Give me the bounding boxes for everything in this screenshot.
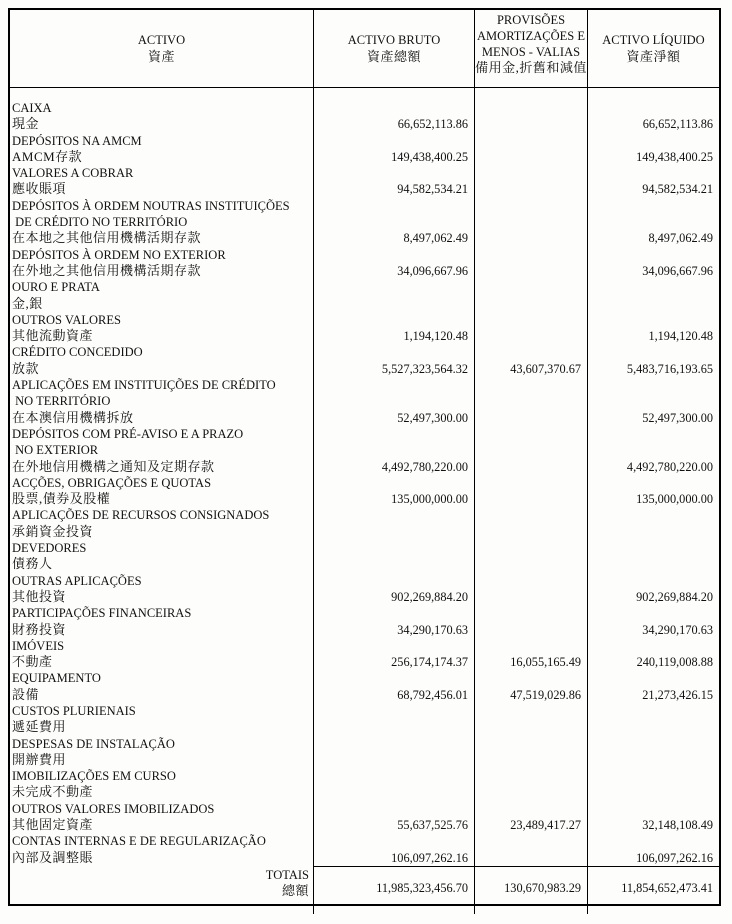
provisoes-value [474, 165, 587, 198]
item-name-cn: 金,銀 [12, 295, 43, 311]
bruto-value [313, 279, 474, 312]
item-name-cn: 在本澳信用機構拆放 [12, 409, 134, 425]
item-name-cell [10, 426, 313, 475]
item-name-pt: CONTAS INTERNAS E DE REGULARIZAÇÃO [12, 834, 266, 849]
liquido-value: 34,290,170.63 [587, 605, 719, 638]
item-name-cell [10, 247, 313, 280]
provisoes-value: 16,055,165.49 [474, 638, 587, 671]
item-name-pt: IMÓVEIS [12, 638, 65, 653]
provisoes-value [474, 133, 587, 166]
table-row [10, 247, 719, 280]
item-name-cell [10, 133, 313, 166]
liquido-value: 902,269,884.20 [587, 573, 719, 606]
liquido-value: 34,096,667.96 [587, 247, 719, 280]
totals-row [10, 866, 719, 914]
liquido-value: 8,497,062.49 [587, 198, 719, 247]
table-row [10, 540, 719, 573]
item-name-cn: 其他投資 [12, 588, 67, 604]
liquido-value: 5,483,716,193.65 [587, 344, 719, 377]
item-name-pt: DE CRÉDITO NO TERRITÓRIO [12, 215, 188, 230]
bruto-value: 902,269,884.20 [313, 573, 474, 606]
provisoes-value [474, 377, 587, 426]
item-name-cn: 未完成不動產 [12, 784, 94, 800]
bruto-value: 1,194,120.48 [313, 312, 474, 345]
table-row [10, 312, 719, 345]
item-name-cell [10, 344, 313, 377]
item-name-cn: 應收賬項 [12, 181, 67, 197]
item-name-pt: IMOBILIZAÇÕES EM CURSO [12, 769, 176, 784]
assets-table [8, 8, 721, 906]
provisoes-value [474, 247, 587, 280]
liquido-value: 106,097,262.16 [587, 833, 719, 866]
item-name-pt: DEPÓSITOS À ORDEM NOUTRAS INSTITUIÇÕES [12, 198, 290, 213]
item-name-pt: DEVEDORES [12, 541, 87, 556]
bruto-value [313, 703, 474, 736]
totals-provisoes-value: 130,670,983.29 [474, 866, 587, 914]
item-name-pt: OUTRAS APLICAÇÕES [12, 573, 142, 588]
header-provisoes-pt-line3: MENOS - VALIAS [481, 45, 581, 59]
bruto-value [313, 736, 474, 769]
bruto-value: 106,097,262.16 [313, 833, 474, 866]
table-row [10, 573, 719, 606]
bruto-value: 52,497,300.00 [313, 377, 474, 426]
liquido-value: 149,438,400.25 [587, 133, 719, 166]
item-name-cn: 內部及調整賬 [12, 849, 94, 865]
provisoes-value [474, 312, 587, 345]
item-name-cell [10, 736, 313, 769]
liquido-value [587, 768, 719, 801]
table-row [10, 801, 719, 834]
header-bruto-cn: 資產總額 [366, 48, 421, 64]
item-name-cn: 在外地之其他信用機構活期存款 [12, 262, 202, 278]
totals-label-cn: 總額 [281, 883, 309, 899]
table-row [10, 507, 719, 540]
item-name-pt: OURO E PRATA [12, 280, 100, 295]
item-name-cn: 遞延費用 [12, 719, 67, 735]
item-name-pt: ACÇÕES, OBRIGAÇÕES E QUOTAS [12, 475, 212, 490]
item-name-cell [10, 801, 313, 834]
item-name-pt: APLICAÇÕES DE RECURSOS CONSIGNADOS [12, 508, 270, 523]
provisoes-value [474, 605, 587, 638]
header-activo-bruto [313, 10, 474, 87]
liquido-value: 21,273,426.15 [587, 670, 719, 703]
provisoes-value [474, 833, 587, 866]
provisoes-value [474, 540, 587, 573]
table-row [10, 638, 719, 671]
item-name-cell [10, 165, 313, 198]
item-name-cell [10, 507, 313, 540]
item-name-pt: DEPÓSITOS COM PRÉ-AVISO E A PRAZO [12, 426, 244, 441]
provisoes-value [474, 88, 587, 133]
item-name-pt: CAIXA [12, 101, 52, 115]
item-name-pt: OUTROS VALORES IMOBILIZADOS [12, 801, 215, 816]
table-row [10, 768, 719, 801]
bruto-value [313, 540, 474, 573]
header-activo-pt: ACTIVO [137, 33, 186, 47]
bruto-value: 66,652,113.86 [313, 88, 474, 133]
item-name-cn: 設備 [12, 686, 40, 702]
item-name-cell [10, 768, 313, 801]
header-bruto-pt: ACTIVO BRUTO [347, 33, 441, 47]
table-row [10, 198, 719, 247]
item-name-pt: NO EXTERIOR [12, 443, 99, 458]
item-name-cn: 現金 [12, 116, 40, 132]
item-name-cell [10, 573, 313, 606]
liquido-value: 1,194,120.48 [587, 312, 719, 345]
item-name-pt: CRÉDITO CONCEDIDO [12, 345, 143, 360]
provisoes-value [474, 736, 587, 769]
item-name-cell [10, 833, 313, 866]
item-name-cn: 在外地信用機構之通知及定期存款 [12, 458, 215, 474]
table-row [10, 133, 719, 166]
table-body [10, 88, 719, 866]
bruto-value: 55,637,525.76 [313, 801, 474, 834]
table-row [10, 426, 719, 475]
item-name-cell [10, 670, 313, 703]
bruto-value [313, 507, 474, 540]
header-provisoes-pt-line2: AMORTIZAÇÕES E [477, 29, 585, 43]
item-name-cell [10, 638, 313, 671]
totals-label-pt: TOTAIS [265, 867, 309, 882]
header-provisoes-cn: 備用金,折舊和減值 [475, 60, 587, 75]
item-name-cell [10, 540, 313, 573]
bruto-value: 135,000,000.00 [313, 475, 474, 508]
provisoes-value [474, 198, 587, 247]
item-name-cn: 財務投資 [12, 621, 67, 637]
item-name-cn: 債務人 [12, 556, 53, 572]
header-activo [10, 10, 313, 87]
item-name-cell [10, 88, 313, 133]
header-activo-liquido [587, 10, 719, 87]
item-name-cn: 其他固定資產 [12, 817, 94, 833]
table-row [10, 670, 719, 703]
liquido-value: 52,497,300.00 [587, 377, 719, 426]
bruto-value: 256,174,174.37 [313, 638, 474, 671]
header-provisoes [474, 10, 587, 87]
liquido-value: 66,652,113.86 [587, 88, 719, 133]
totals-bruto-value: 11,985,323,456.70 [313, 866, 474, 914]
bruto-value: 149,438,400.25 [313, 133, 474, 166]
item-name-cn: 不動產 [12, 654, 53, 670]
item-name-cn: 其他流動資產 [12, 328, 94, 344]
liquido-value [587, 540, 719, 573]
table-row [10, 165, 719, 198]
totals-label-cell [10, 866, 313, 914]
table-row [10, 279, 719, 312]
item-name-pt: DEPÓSITOS NA AMCM [12, 133, 142, 148]
item-name-cell [10, 605, 313, 638]
bruto-value: 5,527,323,564.32 [313, 344, 474, 377]
item-name-pt: DEPÓSITOS À ORDEM NO EXTERIOR [12, 247, 226, 262]
item-name-pt: OUTROS VALORES [12, 312, 121, 327]
bruto-value [313, 768, 474, 801]
table-row [10, 475, 719, 508]
provisoes-value [474, 507, 587, 540]
item-name-pt: CUSTOS PLURIENAIS [12, 703, 136, 718]
table-row [10, 736, 719, 769]
liquido-value [587, 736, 719, 769]
item-name-cell [10, 198, 313, 247]
bruto-value: 4,492,780,220.00 [313, 426, 474, 475]
header-liquido-pt: ACTIVO LÍQUIDO [602, 33, 705, 47]
item-name-pt: APLICAÇÕES EM INSTITUIÇÕES DE CRÉDITO [12, 378, 276, 393]
item-name-cn: 股票,債券及股權 [12, 491, 111, 507]
table-row [10, 344, 719, 377]
provisoes-value: 47,519,029.86 [474, 670, 587, 703]
liquido-value [587, 279, 719, 312]
liquido-value: 240,119,008.88 [587, 638, 719, 671]
header-activo-cn: 資產 [147, 48, 175, 64]
item-name-cn: 開辦費用 [12, 751, 67, 767]
item-name-cn: 在本地之其他信用機構活期存款 [12, 230, 202, 246]
item-name-pt: PARTICIPAÇÕES FINANCEIRAS [12, 606, 192, 621]
provisoes-value [474, 768, 587, 801]
provisoes-value [474, 573, 587, 606]
item-name-cell [10, 312, 313, 345]
bruto-value: 68,792,456.01 [313, 670, 474, 703]
liquido-value: 4,492,780,220.00 [587, 426, 719, 475]
provisoes-value: 43,607,370.67 [474, 344, 587, 377]
provisoes-value [474, 475, 587, 508]
item-name-cell [10, 279, 313, 312]
provisoes-value: 23,489,417.27 [474, 801, 587, 834]
item-name-pt: VALORES A COBRAR [12, 166, 134, 181]
provisoes-value [474, 426, 587, 475]
bruto-value: 34,290,170.63 [313, 605, 474, 638]
liquido-value: 135,000,000.00 [587, 475, 719, 508]
bruto-value: 34,096,667.96 [313, 247, 474, 280]
table-row [10, 88, 719, 133]
header-provisoes-pt-line1: PROVISÕES [496, 13, 566, 27]
header-liquido-cn: 資產淨額 [626, 48, 681, 64]
item-name-cell [10, 377, 313, 426]
item-name-cell [10, 703, 313, 736]
item-name-cn: AMCM存款 [12, 148, 83, 164]
item-name-pt: DESPESAS DE INSTALAÇÃO [12, 736, 175, 751]
item-name-cell [10, 475, 313, 508]
item-name-pt: EQUIPAMENTO [12, 671, 101, 686]
table-row [10, 703, 719, 736]
provisoes-value [474, 279, 587, 312]
bruto-value: 8,497,062.49 [313, 198, 474, 247]
provisoes-value [474, 703, 587, 736]
bruto-value: 94,582,534.21 [313, 165, 474, 198]
table-header [10, 10, 719, 88]
liquido-value: 32,148,108.49 [587, 801, 719, 834]
table-row [10, 833, 719, 866]
table-row [10, 605, 719, 638]
table-row [10, 377, 719, 426]
liquido-value [587, 507, 719, 540]
liquido-value [587, 703, 719, 736]
item-name-cn: 承銷資金投資 [12, 523, 94, 539]
totals-liquido-value: 11,854,652,473.41 [587, 866, 719, 914]
item-name-pt: NO TERRITÓRIO [12, 394, 111, 409]
item-name-cn: 放款 [12, 360, 40, 376]
liquido-value: 94,582,534.21 [587, 165, 719, 198]
